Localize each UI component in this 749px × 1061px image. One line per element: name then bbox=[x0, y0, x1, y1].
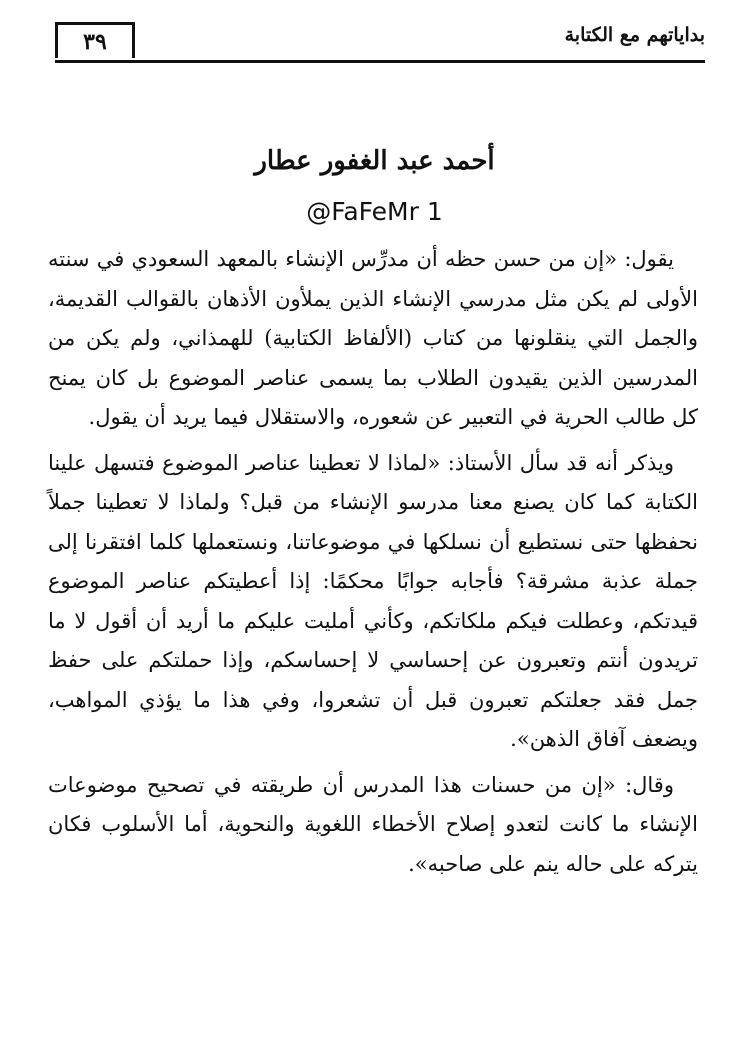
paragraph-1: يقول: «إن من حسن حظه أن مدرِّس الإنشاء بالمعهد السعودي في سنته الأولى لم يكن مثل مدرسي الإنشاء الذين يملأون الأذهان بالقوالب القديمة، والجمل التي ينقلونها من كتاب (الألفاظ الكتابية) للهمذاني، ولم يكن من المدرسين الذين يقيدون الطلاب بما يسمى عناصر الموضوع بل كان يمنح كل طالب الحرية في التعبير عن شعوره، والاستقلال فيما يريد أن يقول. bbox=[48, 247, 698, 429]
body-text bbox=[48, 240, 698, 884]
page-header bbox=[55, 22, 705, 63]
paragraph-3: وقال: «إن من حسنات هذا المدرس أن طريقته في تصحيح موضوعات الإنشاء ما كانت لتعدو إصلاح الأخطاء اللغوية والنحوية، أما الأسلوب فكان يتركه على حاله ينم على صاحبه». bbox=[48, 772, 698, 876]
section-heading-author: أحمد عبد الغفور عطار bbox=[254, 146, 495, 176]
watermark-handle: @FaFeMr 1 bbox=[306, 197, 443, 226]
paragraph-2: ويذكر أنه قد سأل الأستاذ: «لماذا لا تعطينا عناصر الموضوع فتسهل علينا الكتابة كما كان يصنع معنا مدرسو الإنشاء من قبل؟ ولماذا لا تعطينا جملاً نحفظها حتى نستطيع أن نسلكها في موضوعاتنا، ونستعملها كلما افتقرنا إلى جملة عذبة مشرقة؟ فأجابه جوابًا محكمًا: إذا أعطيتكم عناصر الموضوع قيدتكم، وعطلت فيكم ملكاتكم، وكأني أمليت عليكم ما أريد أن أقول لا ما تريدون أنتم وتعبرون عن إحساسي لا إحساسكم، وإذا حملتكم على حفظ جمل فقد جعلتكم تعبرون قبل أن تشعروا، وفي هذا ما يؤذي المواهب، ويضعف آفاق الذهن». bbox=[48, 450, 698, 751]
page-number: ٣٩ bbox=[55, 22, 135, 58]
running-title: بداياتهم مع الكتابة bbox=[564, 24, 705, 46]
